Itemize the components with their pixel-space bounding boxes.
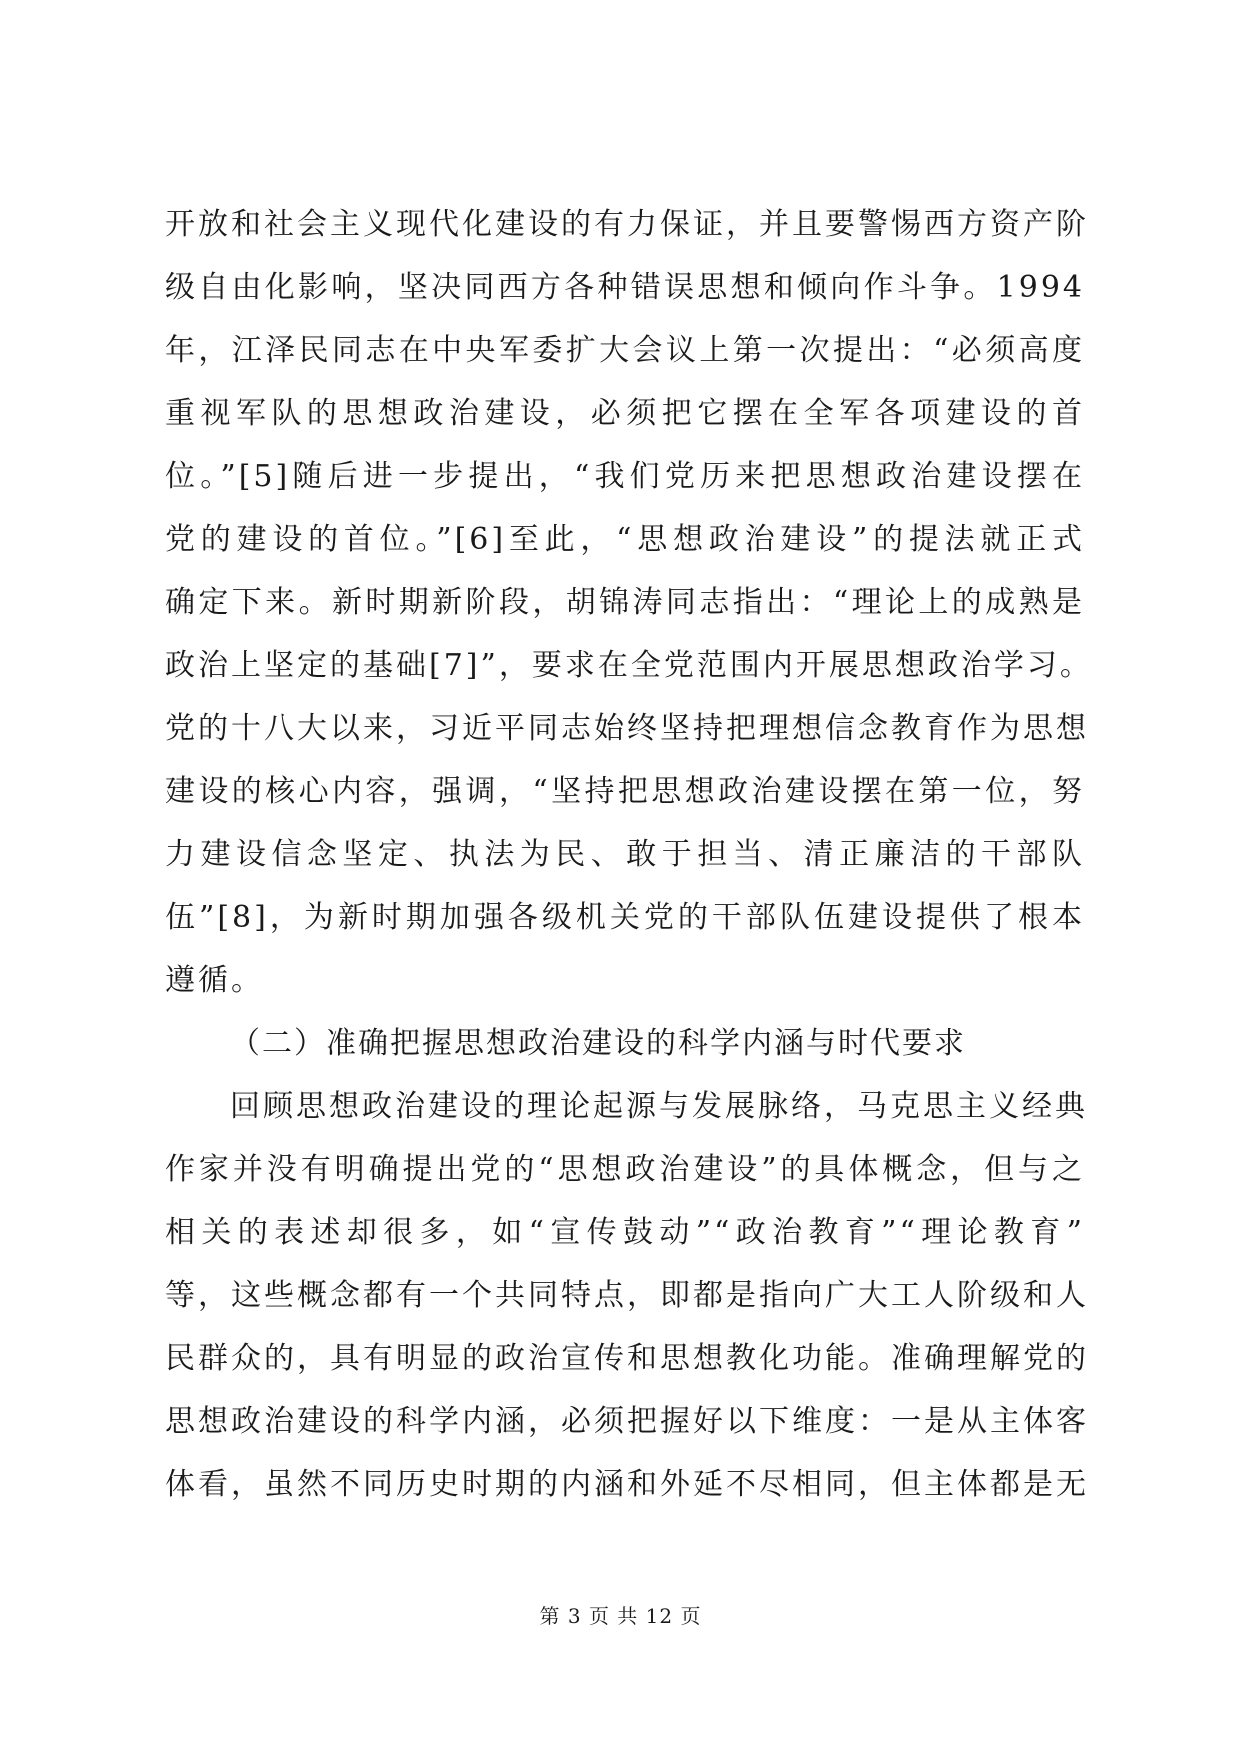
paragraph-line: 等，这些概念都有一个共同特点，即都是指向广大工人阶级和人 [165,1278,1089,1313]
section-heading: （二）准确把握思想政治建设的科学内涵与时代要求 [230,1026,966,1061]
paragraph-line: 力建设信念坚定、执法为民、敢于担当、清正廉洁的干部队 [165,837,1085,872]
paragraph-line: 相关的表述却很多，如“宣传鼓动”“政治教育”“理论教育” [165,1215,1085,1250]
paragraph-line: 回顾思想政治建设的理论起源与发展脉络，马克思主义经典 [230,1089,1088,1124]
paragraph-line: 党的十八大以来，习近平同志始终坚持把理想信念教育作为思想 [165,711,1089,746]
paragraph-line: 党的建设的首位。”[6]至此，“思想政治建设”的提法就正式 [165,522,1085,557]
paragraph-line: 伍”[8]，为新时期加强各级机关党的干部队伍建设提供了根本 [165,900,1085,935]
paragraph-line: 体看，虽然不同历史时期的内涵和外延不尽相同，但主体都是无 [165,1467,1089,1502]
page-number-footer: 第 3 页 共 12 页 [539,1604,702,1628]
paragraph-line: 年，江泽民同志在中央军委扩大会议上第一次提出：“必须高度 [165,333,1085,368]
paragraph-line: 民群众的，具有明显的政治宣传和思想教化功能。准确理解党的 [165,1341,1089,1376]
paragraph-line: 遵循。 [165,963,264,998]
paragraph-line: 思想政治建设的科学内涵，必须把握好以下维度：一是从主体客 [165,1404,1089,1439]
paragraph-line: 开放和社会主义现代化建设的有力保证，并且要警惕西方资产阶 [165,207,1089,242]
paragraph-line: 建设的核心内容，强调，“坚持把思想政治建设摆在第一位，努 [165,774,1085,809]
paragraph-line: 确定下来。新时期新阶段，胡锦涛同志指出：“理论上的成熟是 [165,585,1085,620]
paragraph-line: 级自由化影响，坚决同西方各种错误思想和倾向作斗争。1994 [165,270,1085,305]
paragraph-line: 位。”[5]随后进一步提出，“我们党历来把思想政治建设摆在 [165,459,1085,494]
paragraph-line: 政治上坚定的基础[7]”，要求在全党范围内开展思想政治学习。 [165,648,1093,683]
paragraph-line: 作家并没有明确提出党的“思想政治建设”的具体概念，但与之 [165,1152,1085,1187]
paragraph-line: 重视军队的思想政治建设，必须把它摆在全军各项建设的首 [165,396,1085,431]
